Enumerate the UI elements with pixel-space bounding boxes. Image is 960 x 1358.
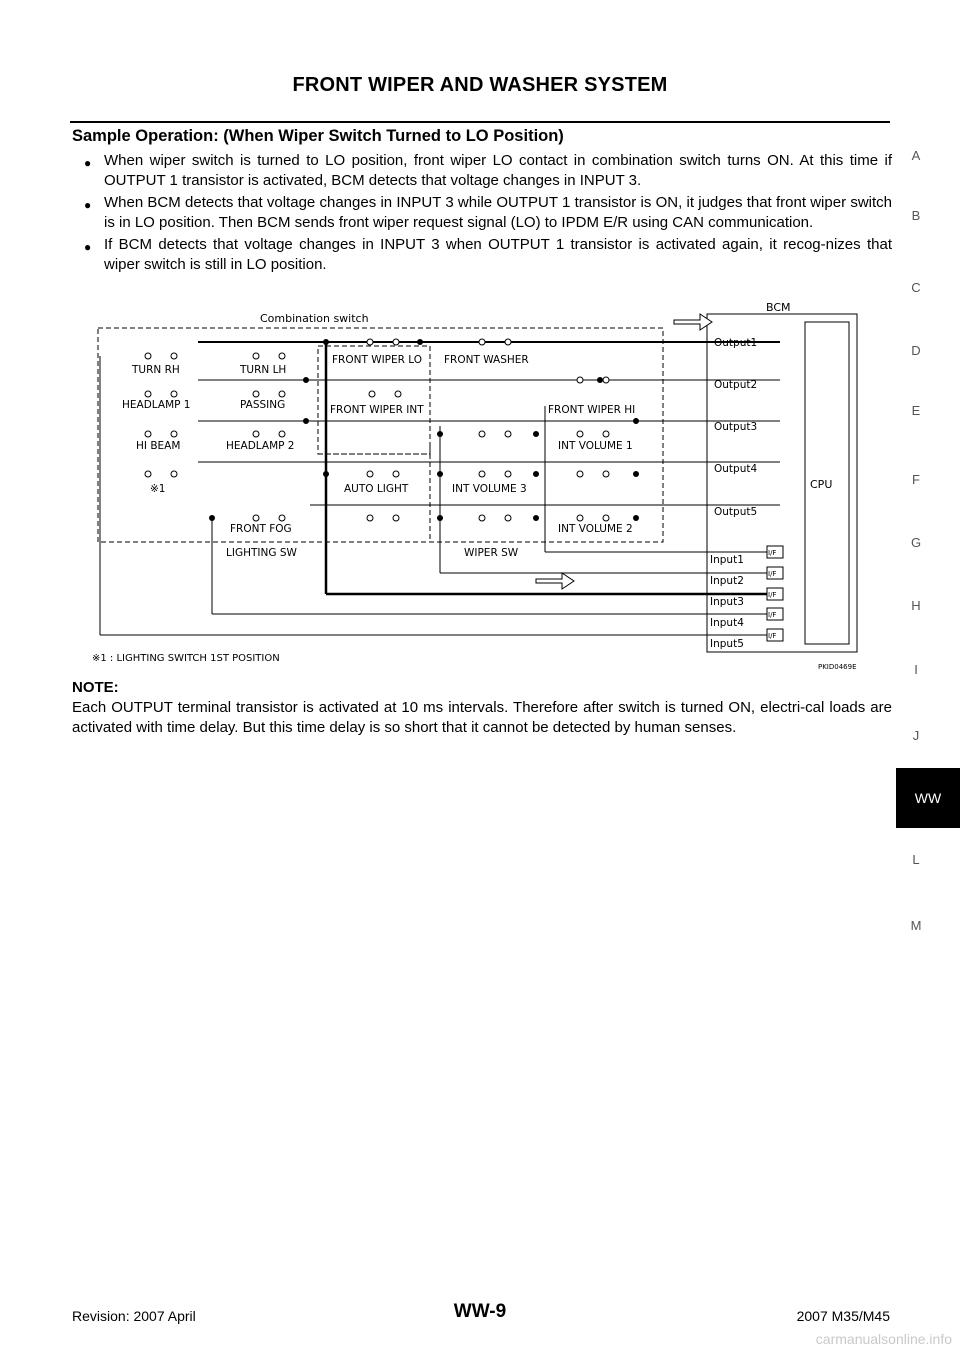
combination-switch-label: Combination switch	[260, 312, 369, 325]
label-note1: ※1	[150, 483, 166, 495]
bullet-item	[72, 193, 892, 233]
input-2-label: Input2	[710, 575, 744, 587]
arrow-icon	[536, 573, 574, 589]
footer-revision: Revision: 2007 April	[72, 1308, 196, 1324]
output-2-label: Output2	[714, 379, 758, 391]
output-1-label: Output1	[714, 337, 758, 349]
side-index-l[interactable]: L	[912, 852, 920, 867]
side-index-e[interactable]: E	[911, 403, 921, 418]
title-rule	[70, 121, 890, 123]
side-index-i[interactable]: I	[914, 662, 918, 677]
footer-model: 2007 M35/M45	[796, 1308, 890, 1324]
side-index-h[interactable]: H	[911, 598, 921, 613]
side-index-c[interactable]: C	[911, 280, 921, 295]
side-index-m[interactable]: M	[910, 918, 922, 933]
label-int-volume-3: INT VOLUME 3	[452, 483, 527, 495]
note-body: Each OUTPUT terminal transistor is activated at 10 ms intervals. Therefore after switch is turned ON, electri-cal loads are activated with time delay. But this time delay is so short that it cannot be detected by human senses.	[72, 699, 892, 736]
diagram-footnote: ※1 : LIGHTING SWITCH 1ST POSITION	[92, 653, 280, 664]
note-label: NOTE:	[72, 679, 119, 696]
if-label-3: I/F	[768, 591, 777, 599]
watermark: carmanualsonline.info	[815, 1331, 952, 1347]
side-index-g[interactable]: G	[910, 535, 922, 550]
label-int-volume-2: INT VOLUME 2	[558, 523, 633, 535]
section-heading: Sample Operation: (When Wiper Switch Turned to LO Position)	[72, 127, 564, 145]
bullet-list	[72, 151, 892, 277]
label-int-volume-1: INT VOLUME 1	[558, 440, 633, 452]
side-index-f[interactable]: F	[912, 472, 920, 487]
bullet-text: When wiper switch is turned to LO position, front wiper LO contact in combination switch turns ON. At this time if OUTPUT 1 transistor is activated, BCM detects that voltage changes in INPUT 3.	[104, 152, 892, 189]
label-lighting-sw: LIGHTING SW	[226, 547, 297, 559]
input-3-label: Input3	[710, 596, 744, 608]
bullet-text: If BCM detects that voltage changes in INPUT 3 when OUTPUT 1 transistor is activated again, it recog-nizes that wiper switch is still in LO position.	[104, 236, 892, 273]
bullet-item	[72, 235, 892, 275]
bullet-icon: ●	[84, 198, 92, 212]
label-front-wiper-hi: FRONT WIPER HI	[548, 404, 636, 416]
output-5-label: Output5	[714, 506, 758, 518]
label-turn-lh: TURN LH	[240, 364, 287, 376]
label-auto-light: AUTO LIGHT	[344, 483, 409, 495]
label-headlamp1: HEADLAMP 1	[122, 399, 191, 411]
output-3-label: Output3	[714, 421, 758, 433]
input-1-label: Input1	[710, 554, 744, 566]
if-label-2: I/F	[768, 570, 777, 578]
side-index-b[interactable]: B	[911, 208, 921, 223]
label-passing: PASSING	[240, 399, 286, 411]
figure-id: PKID0469E	[818, 663, 857, 671]
page-title: FRONT WIPER AND WASHER SYSTEM	[292, 74, 668, 96]
side-index-ww-tab[interactable]: WW	[896, 768, 960, 828]
label-front-wiper-int: FRONT WIPER INT	[330, 404, 424, 416]
cpu-label: CPU	[810, 478, 833, 491]
input-4-label: Input4	[710, 617, 744, 629]
arrow-icon	[674, 314, 712, 330]
output-4-label: Output4	[714, 463, 758, 475]
bullet-item	[72, 151, 892, 191]
input-5-label: Input5	[710, 638, 744, 650]
label-front-fog: FRONT FOG	[230, 523, 292, 535]
bullet-icon: ●	[84, 240, 92, 254]
if-label-4: I/F	[768, 611, 777, 619]
if-label-5: I/F	[768, 632, 777, 640]
label-hi-beam: HI BEAM	[136, 440, 181, 452]
label-front-washer: FRONT WASHER	[444, 354, 529, 366]
footer-page-number: WW-9	[453, 1301, 507, 1322]
wiring-diagram	[90, 296, 870, 676]
label-headlamp2: HEADLAMP 2	[226, 440, 295, 452]
side-index-j[interactable]: J	[912, 728, 920, 743]
bullet-icon: ●	[84, 156, 92, 170]
if-label-1: I/F	[768, 549, 777, 557]
bullet-text: When BCM detects that voltage changes in INPUT 3 while OUTPUT 1 transistor is ON, it judges that front wiper switch is in LO position. Then BCM sends front wiper request signal (LO) to IPDM E/R using CAN communication.	[104, 194, 892, 231]
label-turn-rh: TURN RH	[132, 364, 180, 376]
label-front-wiper-lo: FRONT WIPER LO	[332, 354, 423, 366]
label-wiper-sw: WIPER SW	[464, 547, 519, 559]
side-index-a[interactable]: A	[911, 148, 921, 163]
note-block	[72, 678, 892, 738]
side-index-d[interactable]: D	[911, 343, 921, 358]
bcm-label: BCM	[766, 301, 791, 314]
